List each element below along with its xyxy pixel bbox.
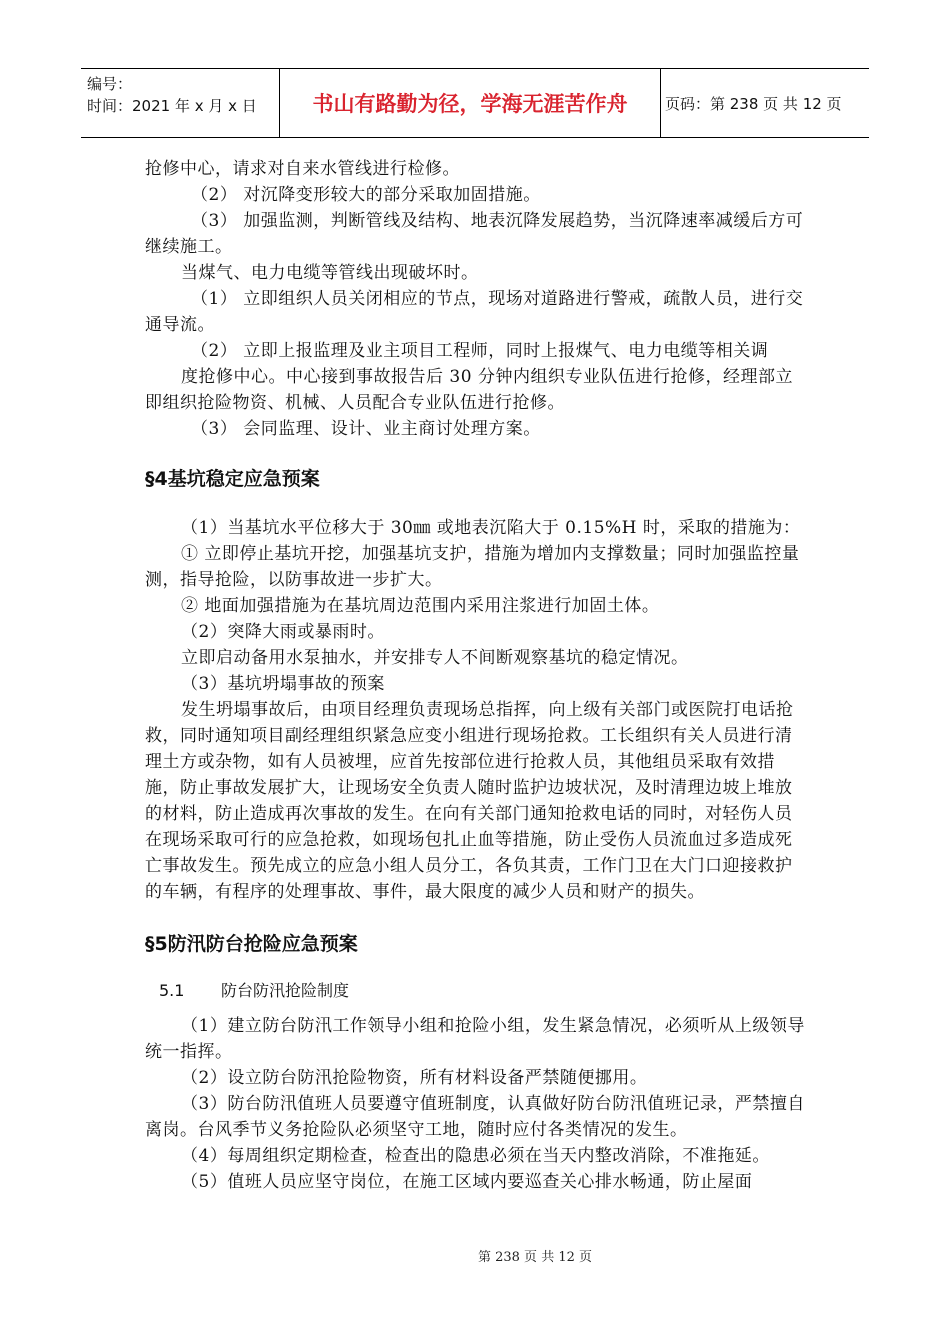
paragraph: （2） 立即上报监理及业主项目工程师，同时上报煤气、电力电缆等相关调	[191, 341, 769, 361]
header-meta	[81, 69, 280, 137]
paragraph: ① 立即停止基坑开挖，加强基坑支护，措施为增加内支撑数量；同时加强监控量测，指导抢险，以防事故进一步扩大。	[145, 544, 800, 590]
document-date-label: 时间：2021 年 x 月 x 日	[87, 97, 257, 115]
section-heading-5: §5防汛防台抢险应急预案	[145, 933, 358, 955]
paragraph: （3）基坑坍塌事故的预案	[181, 674, 385, 694]
document-number-label: 编号：	[87, 75, 133, 93]
header-page-label: 页码：第 238 页 共 12 页	[665, 94, 842, 113]
subsection-title: 防台防汛抢险制度	[221, 981, 350, 1000]
paragraph: 抢修中心，请求对自来水管线进行检修。	[145, 159, 460, 179]
page-footer	[0, 1246, 950, 1265]
paragraph: ② 地面加强措施为在基坑周边范围内采用注浆进行加固土体。	[181, 596, 660, 616]
header-motto: 书山有路勤为径，学海无涯苦作舟	[280, 69, 661, 137]
paragraph: （2）设立防台防汛抢险物资，所有材料设备严禁随便挪用。	[181, 1068, 648, 1088]
footer-page-number: 第 238 页 共 12 页	[477, 1250, 593, 1265]
paragraph: （5）值班人员应坚守岗位，在施工区域内要巡查关心排水畅通，防止屋面	[181, 1172, 753, 1192]
header-page-info	[661, 69, 869, 137]
paragraph: 立即启动备用水泵抽水，并安排专人不间断观察基坑的稳定情况。	[181, 648, 689, 668]
paragraph: （3）防台防汛值班人员要遵守值班制度，认真做好防台防汛值班记录，严禁擅自离岗。台风季节义务抢险队必须坚守工地，随时应付各类情况的发生。	[145, 1094, 805, 1140]
section-heading-4: §4基坑稳定应急预案	[145, 468, 320, 490]
subsection-heading-5-1	[145, 978, 807, 1001]
paragraph: （3） 加强监测，判断管线及结构、地表沉降发展趋势，当沉降速率减缓后方可继续施工。	[145, 211, 804, 257]
paragraph: （3） 会同监理、设计、业主商讨处理方案。	[191, 419, 541, 439]
paragraph: （1）建立防台防汛工作领导小组和抢险小组，发生紧急情况，必须听从上级领导统一指挥。	[145, 1016, 805, 1062]
document-body	[145, 156, 807, 1195]
paragraph: （1）当基坑水平位移大于 30㎜ 或地表沉陷大于 0.15%H 时，采取的措施为：	[181, 518, 801, 538]
paragraph: （2）突降大雨或暴雨时。	[181, 622, 385, 642]
subsection-number: 5.1	[159, 981, 185, 1000]
paragraph: （2） 对沉降变形较大的部分采取加固措施。	[191, 185, 541, 205]
paragraph: （4）每周组织定期检查，检查出的隐患必须在当天内整改消除，不准拖延。	[181, 1146, 770, 1166]
paragraph: （1） 立即组织人员关闭相应的节点，现场对道路进行警戒，疏散人员，进行交通导流。	[145, 289, 804, 335]
paragraph: 当煤气、电力电缆等管线出现破坏时。	[181, 263, 479, 283]
paragraph: 发生坍塌事故后，由项目经理负责现场总指挥，向上级有关部门或医院打电话抢救，同时通知项目副经理组织紧急应变小组进行现场抢救。工长组织有关人员进行清理土方或杂物，如有人员被埋，应首先按部位进行抢救人员，其他组员采取有效措施，防止事故发展扩大，让现场安全负责人随时监护边坡状况，及时清理边坡上堆放的材料，防止造成再次事故的发生。在向有关部门通知抢救电话的同时，对轻伤人员在现场采取可行的应急抢救，如现场包扎止血等措施，防止受伤人员流血过多造成死亡事故发生。预先成立的应急小组人员分工，各负其责，工作门卫在大门口迎接救护的车辆，有程序的处理事故、事件，最大限度的减少人员和财产的损失。	[145, 700, 794, 902]
page-header	[81, 68, 869, 138]
paragraph: 度抢修中心。中心接到事故报告后 30 分钟内组织专业队伍进行抢修，经理部立即组织抢险物资、机械、人员配合专业队伍进行抢修。	[145, 367, 793, 413]
